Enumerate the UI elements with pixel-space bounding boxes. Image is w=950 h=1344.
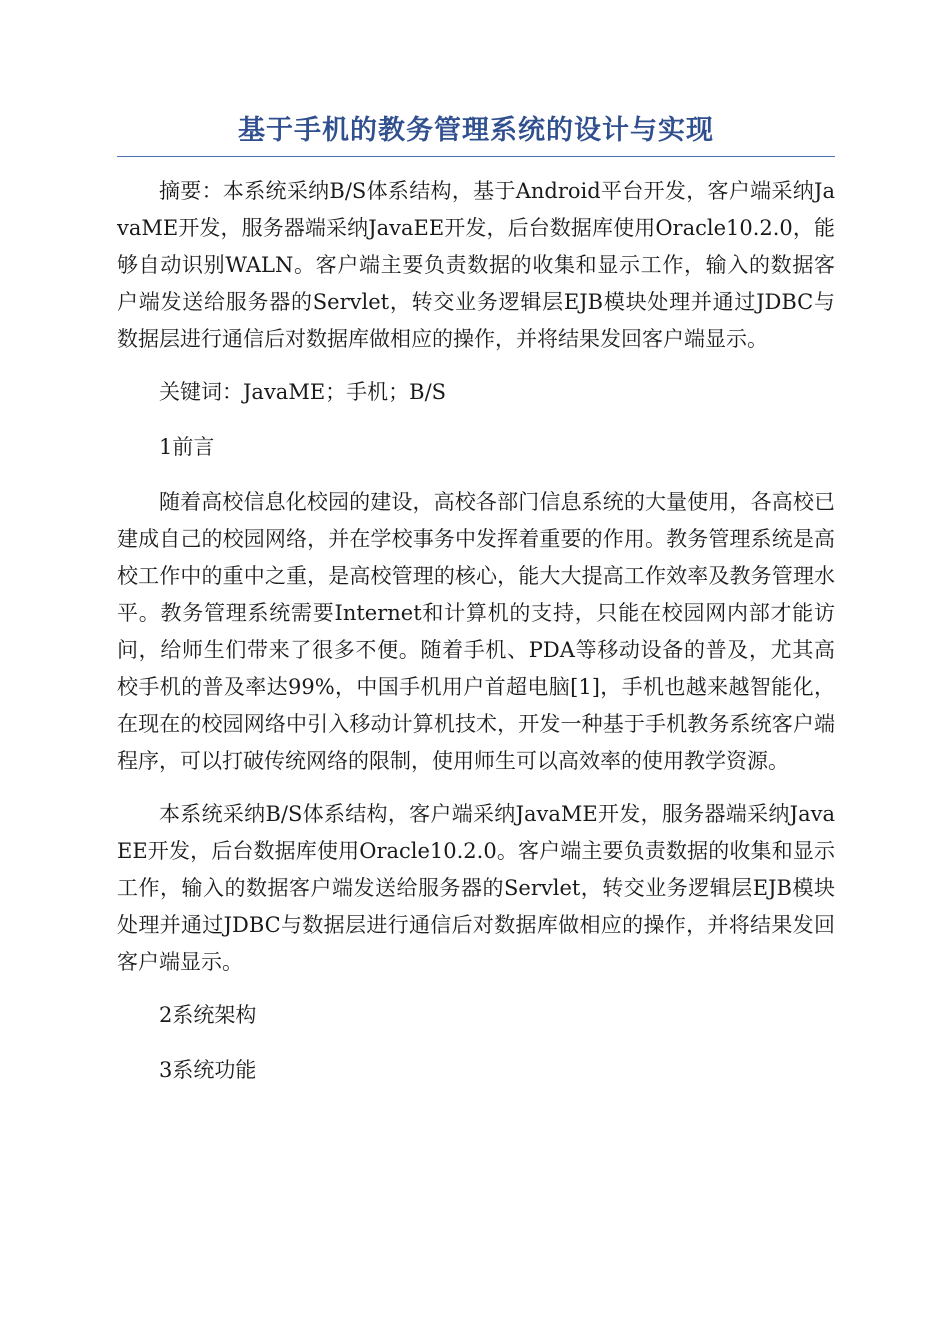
section-2-heading: 2系统架构 — [159, 1003, 257, 1027]
section-1-paragraph-1: 随着高校信息化校园的建设，高校各部门信息系统的大量使用，各高校已建成自己的校园网络，并在学校事务中发挥着重要的作用。教务管理系统是高校工作中的重中之重，是高校管理的核心，能大大提高工作效率及教务管理水平。教务管理系统需要Internet和计算机的支持，只能在校园网内部才能访问，给师生们带来了很多不便。随着手机、PDA等移动设备的普及，尤其高校手机的普及率达99%，中国手机用户首超电脑[1]，手机也越来越智能化，在现在的校园网络中引入移动计算机技术，开发一种基于手机教务系统客户端程序，可以打破传统网络的限制，使用师生可以高效率的使用教学资源。 — [117, 490, 835, 773]
document-page — [117, 108, 835, 1089]
keywords-line: 关键词：JavaME；手机；B/S — [159, 380, 447, 404]
document-title: 基于手机的教务管理系统的设计与实现 — [117, 108, 835, 157]
abstract-paragraph: 摘要：本系统采纳B/S体系结构，基于Android平台开发，客户端采纳JavaME开发，服务器端采纳JavaEE开发，后台数据库使用Oracle10.2.0，能够自动识别WALN。客户端主要负责数据的收集和显示工作，输入的数据客户端发送给服务器的Servlet，转交业务逻辑层EJB模块处理并通过JDBC与数据层进行通信后对数据库做相应的操作，并将结果发回客户端显示。 — [117, 179, 835, 351]
section-1-paragraph-2: 本系统采纳B/S体系结构，客户端采纳JavaME开发，服务器端采纳JavaEE开发，后台数据库使用Oracle10.2.0。客户端主要负责数据的收集和显示工作，输入的数据客户端发送给服务器的Servlet，转交业务逻辑层EJB模块处理并通过JDBC与数据层进行通信后对数据库做相应的操作，并将结果发回客户端显示。 — [117, 802, 835, 974]
section-1-heading: 1前言 — [159, 435, 215, 459]
section-3-heading: 3系统功能 — [159, 1058, 257, 1082]
